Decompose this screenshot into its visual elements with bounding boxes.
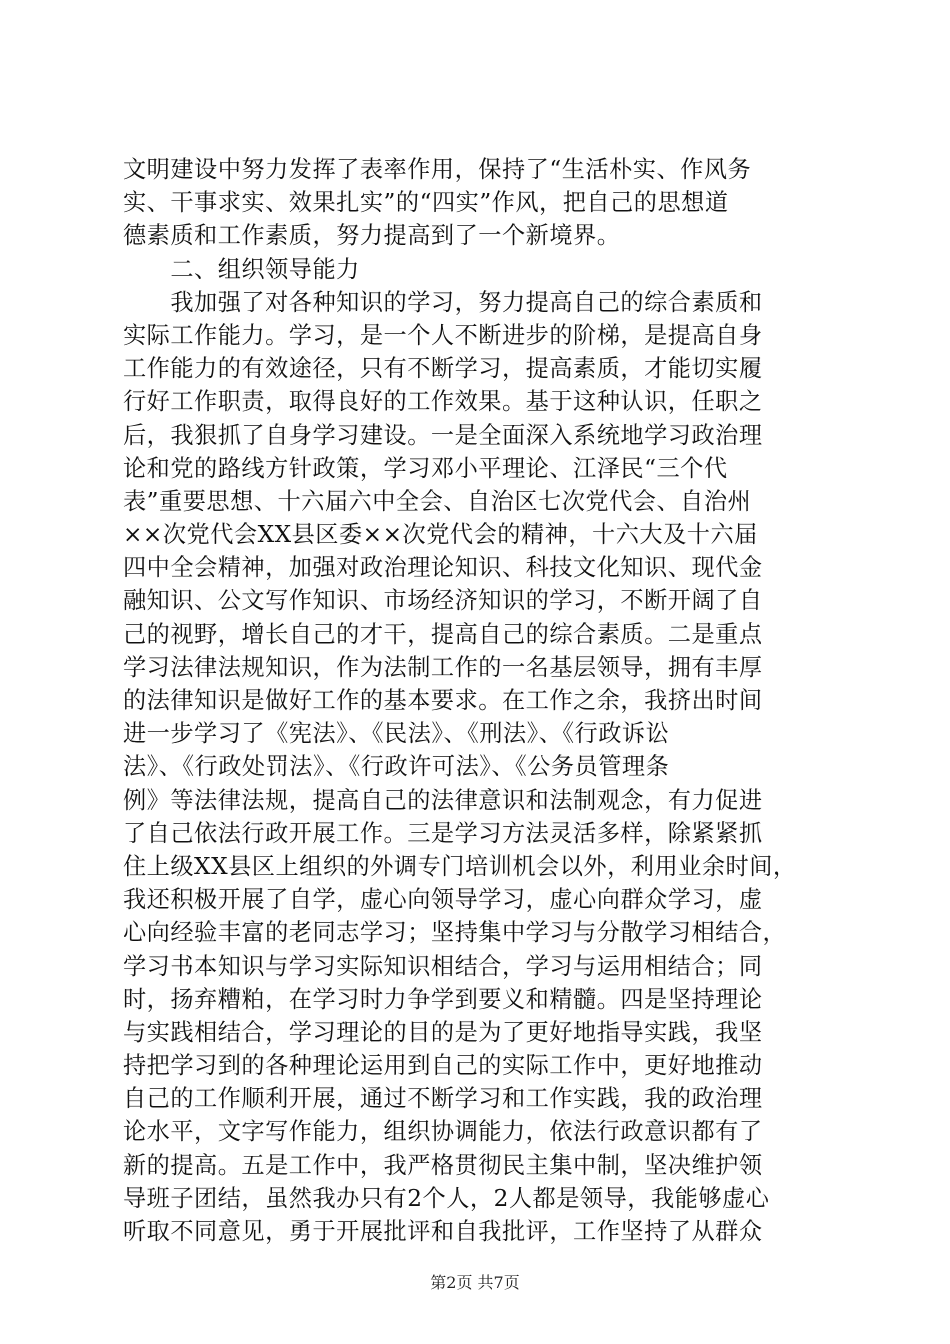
text-line: 我还积极开展了自学，虚心向领导学习，虚心向群众学习，虚 — [123, 886, 763, 914]
text-line: 论水平，文字写作能力，组织协调能力，依法行政意识都有了 — [123, 1118, 763, 1146]
text-line: 四中全会精神，加强对政治理论知识、科技文化知识、现代金 — [123, 554, 763, 582]
text-line: 实际工作能力。学习，是一个人不断进步的阶梯，是提高自身 — [123, 321, 763, 349]
text-line: 新的提高。五是工作中，我严格贯彻民主集中制，坚决维护领 — [123, 1151, 763, 1179]
text-line: 实、干事求实、效果扎实”的“四实”作风，把自己的思想道 — [123, 189, 729, 217]
text-line: 学习书本知识与学习实际知识相结合，学习与运用相结合；同 — [123, 952, 763, 980]
section-heading: 二、组织领导能力 — [123, 255, 360, 283]
text-line: 表”重要思想、十六届六中全会、自治区七次党代会、自治州 — [123, 487, 752, 515]
page-footer — [0, 1273, 950, 1293]
text-line: 时，扬弃糟粕，在学习时力争学到要义和精髓。四是坚持理论 — [123, 985, 763, 1013]
text-line: 的法律知识是做好工作的基本要求。在工作之余，我挤出时间 — [123, 687, 763, 714]
text-line: 文明建设中努力发挥了表率作用，保持了“生活朴实、作风务 — [123, 156, 752, 183]
text-line: 住上级XX县区上组织的外调专门培训机会以外，利用业余时间， — [123, 852, 797, 880]
text-line: 我加强了对各种知识的学习，努力提高自己的综合素质和 — [123, 288, 763, 316]
text-line: 导班子团结，虽然我办只有2个人，2人都是领导，我能够虚心 — [123, 1184, 770, 1212]
text-line: 后，我狠抓了自身学习建设。一是全面深入系统地学习政治理 — [123, 421, 763, 449]
text-line: 与实践相结合，学习理论的目的是为了更好地指导实践，我坚 — [123, 1018, 763, 1046]
text-line: 心向经验丰富的老同志学习；坚持集中学习与分散学习相结合， — [123, 919, 787, 947]
text-line: 论和党的路线方针政策，学习邓小平理论、江泽民“三个代 — [123, 454, 728, 482]
text-line: 了自己依法行政开展工作。三是学习方法灵活多样，除紧紧抓 — [123, 819, 763, 847]
text-line: 自己的工作顺利开展，通过不断学习和工作实践，我的政治理 — [123, 1085, 763, 1113]
text-line: ××次党代会XX县区委××次党代会的精神，十六大及十六届 — [123, 521, 758, 549]
text-line: 法》、《行政处罚法》、《行政许可法》、《公务员管理条 — [123, 753, 670, 781]
body-text — [123, 153, 835, 1248]
text-line: 听取不同意见，勇于开展批评和自我批评，工作坚持了从群众 — [123, 1218, 763, 1245]
text-line: 学习法律法规知识，作为法制工作的一名基层领导，拥有丰厚 — [123, 653, 763, 681]
text-line: 例》等法律法规，提高自己的法律意识和法制观念，有力促进 — [123, 786, 763, 814]
text-line: 工作能力的有效途径，只有不断学习，提高素质，才能切实履 — [123, 355, 763, 383]
text-line: 德素质和工作素质，努力提高到了一个新境界。 — [123, 222, 621, 250]
text-line: 融知识、公文写作知识、市场经济知识的学习，不断开阔了自 — [123, 587, 763, 615]
text-line: 己的视野，增长自己的才干，提高自己的综合素质。二是重点 — [123, 620, 763, 648]
text-line: 持把学习到的各种理论运用到自己的实际工作中，更好地推动 — [123, 1052, 763, 1080]
text-line: 行好工作职责，取得良好的工作效果。基于这种认识，任职之 — [123, 388, 763, 416]
text-line: 进一步学习了《宪法》、《民法》、《刑法》、《行政诉讼 — [123, 720, 670, 748]
page-number-label: 第2页 共7页 — [430, 1273, 520, 1292]
